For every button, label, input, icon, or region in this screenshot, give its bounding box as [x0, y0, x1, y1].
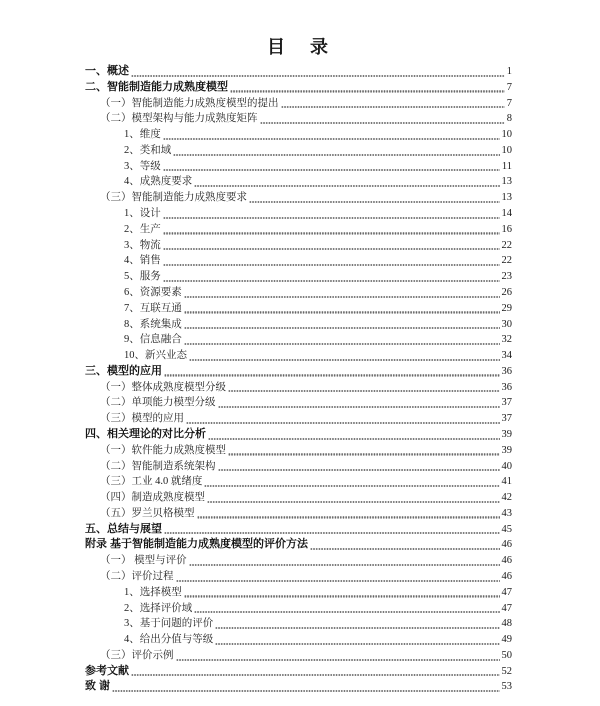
toc-leader-dots [184, 343, 500, 345]
toc-entry [100, 506, 512, 522]
toc-leader-dots [215, 643, 499, 645]
toc-entry-label: 参考文献 [85, 664, 129, 677]
toc-page-number: 53 [501, 681, 512, 693]
toc-entry [124, 143, 512, 159]
toc-entry [100, 553, 512, 569]
toc-entry-label: 1、设计 [124, 208, 161, 220]
toc-page-number: 23 [501, 271, 512, 283]
toc-entry-label: 10、新兴业态 [124, 350, 187, 362]
toc-entry [85, 522, 512, 538]
toc-entry-label: 6、资源要素 [124, 286, 182, 298]
toc-entry-label: 7、互联互通 [124, 302, 182, 314]
toc-entry [85, 664, 512, 680]
toc-entry-label: （五）罗兰贝格模型 [100, 507, 195, 519]
toc-leader-dots [204, 485, 499, 487]
toc-entry [100, 569, 512, 585]
toc-entry [124, 601, 512, 617]
toc-entry [85, 679, 512, 695]
toc-leader-dots [230, 90, 505, 92]
toc-entry-label: （一） 模型与评价 [100, 555, 187, 567]
toc-entry [100, 459, 512, 475]
toc-page-number: 46 [501, 539, 512, 551]
toc-page-number: 32 [501, 334, 512, 346]
toc-leader-dots [194, 611, 499, 613]
toc-page-number: 50 [501, 649, 512, 661]
toc-page-number: 1 [506, 66, 512, 77]
toc-leader-dots [163, 248, 500, 250]
toc-entry [124, 127, 512, 143]
toc-entry-label: 1、选择模型 [124, 586, 182, 598]
toc-leader-dots [184, 311, 500, 313]
toc-leader-dots [208, 438, 500, 440]
toc-leader-dots [260, 122, 505, 124]
toc-page-number: 41 [501, 476, 512, 488]
toc-leader-dots [310, 548, 499, 550]
toc-page-number: 13 [501, 192, 512, 204]
toc-entry-label: （二）智能制造系统架构 [100, 460, 216, 472]
toc-entry [85, 427, 512, 443]
toc-entry [124, 238, 512, 254]
toc-entry [85, 64, 512, 80]
toc-page-number: 48 [501, 618, 512, 630]
toc-leader-dots [131, 75, 505, 77]
toc-entry [124, 285, 512, 301]
toc-entry [124, 632, 512, 648]
toc-entry-label: （三）智能制造能力成熟度要求 [100, 192, 247, 204]
toc-leader-dots [173, 154, 499, 156]
toc-page-number: 10 [501, 144, 512, 156]
toc-entry-label: 致 谢 [85, 680, 111, 693]
toc-page-number: 47 [501, 602, 512, 614]
toc-entry-label: 4、给出分值与等级 [124, 634, 214, 646]
toc-entry-label: 2、生产 [124, 223, 161, 235]
page-title: 目 录 [266, 37, 333, 57]
toc-page-number: 11 [501, 160, 512, 172]
toc-page-number: 46 [501, 571, 512, 582]
toc-page-number: 36 [501, 381, 512, 393]
toc-entry [124, 585, 512, 601]
toc-page-number: 22 [501, 239, 512, 251]
toc-entry-label: （一）智能制造能力成熟度模型的提出 [100, 97, 279, 109]
toc-leader-dots [194, 185, 499, 187]
toc-entry [100, 474, 512, 490]
toc-entry-label: 3、基于问题的评价 [124, 618, 214, 630]
toc-entry-label: 二、智能制造能力成熟度模型 [85, 80, 228, 93]
toc-page-number: 30 [501, 318, 512, 330]
toc-page-number: 47 [501, 586, 512, 598]
toc-leader-dots [197, 516, 500, 518]
toc-leader-dots [189, 564, 500, 566]
toc-entry-label: 4、成熟度要求 [124, 176, 193, 188]
toc-entry-label: 2、选择评价域 [124, 602, 193, 614]
toc-entry-label: （三）评价示例 [100, 649, 174, 661]
toc-entry [124, 159, 512, 175]
toc-leader-dots [218, 469, 500, 471]
toc-leader-dots [163, 217, 500, 219]
toc-leader-dots [207, 501, 500, 503]
toc-page-number: 43 [501, 507, 512, 519]
toc-page-number: 46 [501, 555, 512, 567]
toc-page-number: 39 [501, 444, 512, 456]
toc-leader-dots [184, 327, 500, 329]
toc-entry [100, 648, 512, 664]
toc-entry-label: （三）模型的应用 [100, 413, 184, 425]
toc-page-number: 36 [501, 365, 512, 377]
toc-entry-label: 8、系统集成 [124, 318, 182, 330]
toc-page-number: 37 [501, 397, 512, 409]
toc-page-number: 13 [501, 176, 512, 188]
toc-entry-label: 一、概述 [85, 65, 129, 77]
toc-leader-dots [218, 406, 500, 408]
toc-entry-label: 1、维度 [124, 129, 161, 141]
toc-entry [100, 411, 512, 427]
toc-entry-label: 3、物流 [124, 239, 161, 251]
toc-page-number: 8 [506, 113, 512, 125]
toc-entry [124, 174, 512, 190]
toc-page-number: 45 [501, 523, 512, 535]
toc-entry [85, 537, 512, 553]
toc-entry-label: 3、等级 [124, 160, 161, 172]
toc-page-number: 37 [501, 413, 512, 425]
toc-page-number: 10 [501, 129, 512, 141]
toc-entry [100, 190, 512, 206]
toc-entry [124, 332, 512, 348]
toc-page-number: 52 [501, 665, 512, 677]
toc-page-number: 34 [501, 350, 512, 362]
toc-entry-label: （二）评价过程 [100, 571, 174, 582]
toc-entry-label: 四、相关理论的对比分析 [85, 427, 206, 440]
toc-leader-dots [163, 280, 500, 282]
toc-entry-label: （二）单项能力模型分级 [100, 397, 216, 409]
toc-entry [100, 96, 512, 112]
toc-leader-dots [163, 264, 500, 266]
toc-entry [85, 80, 512, 96]
toc-entry-label: 9、信息融合 [124, 334, 182, 346]
toc-entry [124, 206, 512, 222]
toc-leader-dots [176, 580, 500, 582]
toc-entry [124, 253, 512, 269]
toc-entry [124, 348, 512, 364]
toc-leader-dots [228, 390, 500, 392]
toc-leader-dots [163, 138, 500, 140]
toc-entry-label: 2、类和域 [124, 144, 172, 156]
toc-page-number: 39 [501, 428, 512, 440]
toc-entry-label: 三、模型的应用 [85, 364, 162, 377]
toc-leader-dots [131, 674, 500, 676]
toc-entry [100, 380, 512, 396]
toc-entry [85, 364, 512, 380]
toc-entry-label: （四）制造成熟度模型 [100, 492, 205, 504]
toc-entry-label: （一）整体成熟度模型分级 [100, 381, 226, 393]
toc-leader-dots [164, 532, 500, 534]
toc-page-number: 49 [501, 634, 512, 646]
toc-leader-dots [164, 374, 500, 376]
toc-leader-dots [163, 232, 500, 234]
toc-entry [100, 111, 512, 127]
toc-page-number: 29 [501, 302, 512, 314]
toc-leader-dots [215, 627, 499, 629]
toc-page-number: 7 [506, 97, 512, 109]
toc-page-number: 22 [501, 255, 512, 267]
toc-leader-dots [176, 659, 500, 661]
toc-leader-dots [249, 201, 500, 203]
toc-page-number: 16 [501, 223, 512, 235]
toc-page-number: 40 [501, 460, 512, 472]
toc-leader-dots [184, 595, 500, 597]
toc-leader-dots [281, 106, 505, 108]
toc-page-number: 42 [501, 492, 512, 504]
toc-entry-label: 五、总结与展望 [85, 522, 162, 535]
toc-leader-dots [163, 169, 500, 171]
toc-entry [100, 443, 512, 459]
toc-entry-label: （三）工业 4.0 就绪度 [100, 476, 203, 488]
toc-entry-label: （二）模型架构与能力成熟度矩阵 [100, 113, 258, 125]
toc-leader-dots [189, 359, 500, 361]
toc-leader-dots [112, 690, 499, 692]
toc-entry [124, 317, 512, 333]
toc-entry [124, 301, 512, 317]
toc-entry [124, 616, 512, 632]
toc-entry-label: 5、服务 [124, 271, 161, 283]
toc-page-number: 7 [506, 81, 512, 93]
toc-entry-label: （一）软件能力成熟度模型 [100, 444, 226, 456]
toc-entry [100, 490, 512, 506]
toc-page-number: 14 [501, 208, 512, 220]
toc-entry [100, 395, 512, 411]
toc-page-number: 26 [501, 286, 512, 298]
toc-entry-label: 附录 基于智能制造能力成熟度模型的评价方法 [85, 538, 309, 551]
toc-entry [124, 222, 512, 238]
toc-entry [124, 269, 512, 285]
table-of-contents [85, 64, 512, 695]
toc-leader-dots [228, 453, 500, 455]
toc-leader-dots [184, 296, 500, 298]
toc-entry-label: 4、销售 [124, 255, 161, 267]
toc-leader-dots [186, 422, 500, 424]
